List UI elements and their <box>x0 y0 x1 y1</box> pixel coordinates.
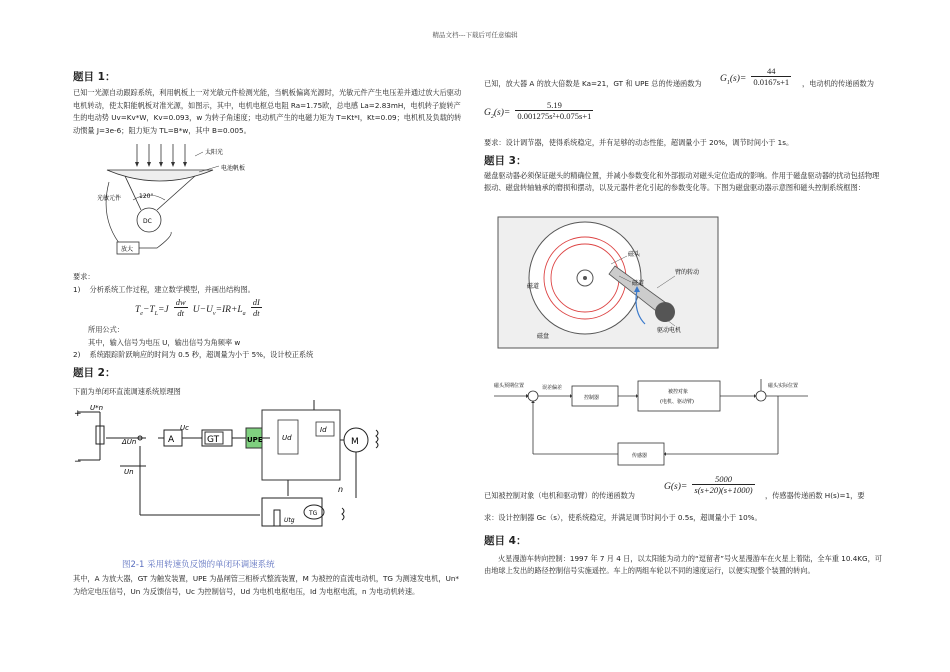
q2-req: 要求：设计调节器，使得系统稳定，并有足够的动态性能，超调量小于 20%，调节时间小于 1s。 <box>484 138 794 147</box>
q2-cont2: ，电动机的传递函数为 <box>802 79 874 88</box>
g2-numerator: 5.19 <box>515 100 593 111</box>
q1-title: 题目 1： <box>73 71 116 83</box>
q3-tf-text2: ，传感器传递函数 H(s)=1，要 <box>765 491 865 500</box>
g2-transfer-function: $G_2(s)=$ $\frac{5.19}{\text{0.001275s²+0.075s+1}}$ <box>484 100 592 121</box>
q3-tf-text: 已知被控制对象（电机和驱动臂）的传递函数为 <box>484 491 635 500</box>
svg-text:Uc: Uc <box>180 424 189 432</box>
motor-block-label: M <box>351 437 359 447</box>
sun-label: 太阳光 <box>205 149 224 156</box>
plant-sub-label: (电机、驱动臂) <box>660 399 694 405</box>
page-header: 精品文档---下载后可任意编辑 <box>432 31 518 39</box>
tg-block-label: TG <box>309 510 318 517</box>
gt-block-label: GT <box>207 435 220 445</box>
svg-text:n: n <box>338 485 344 494</box>
sensor-label: 光敏元件 <box>97 195 122 202</box>
q1-req2: 系统跟踪阶跃响应的时间为 0.5 秒，超调量为小于 5%，设计校正系统 <box>89 350 314 359</box>
plant-numerator: 5000 <box>692 474 754 485</box>
svg-text:磁道: 磁道 <box>527 283 540 290</box>
g1-denominator: 0.0167s+1 <box>753 77 790 87</box>
q3-title: 题目 3： <box>484 154 527 167</box>
solar-tracking-figure <box>95 140 285 260</box>
upe-block-label: UPE <box>247 436 263 444</box>
svg-text:Utg: Utg <box>284 517 295 524</box>
q1-req1: 分析系统工作过程，建立数学模型，并画出结构图。 <box>89 284 255 294</box>
svg-text:+: + <box>74 409 82 419</box>
speed-control-circuit <box>70 400 400 558</box>
amp-label: 放大 <box>121 246 134 253</box>
q1-body: 已知一光源自动跟踪系统，利用帆板上一对光敏元件检测光能，当帆板偏离光源时，光敏元件产生电压差并通过放大后驱动电机转动，使太阳能帆板对准光源，如图示，其中，电机电枢总电阻 Ra=1.75欧，总电感 La=2.83mH，电机转子旋转产生的电动势 Uv=Kv*W，Kv=0.093，w 为转子角速度；电动机产生的电磁力矩为 T=Kt*I，Kt=0.09；电机机及负载的转动惯量 J=3e-6；阻力矩为 TL=B*w，其中 B=0.005。 <box>73 88 462 135</box>
q2-cont1: 已知，放大器 A 的放大倍数是 Ka=21，GT 和 UPE 总的传递函数为 <box>484 79 702 88</box>
drive-motor-label: 驱动电机 <box>657 327 682 334</box>
svg-text:Id: Id <box>320 426 327 434</box>
q3-body: 磁盘驱动器必须保证磁头的精确位置，并减小参数变化和外部振动对磁头定位造成的影响。作用于磁盘驱动器的扰动包括物理振动、磁盘转轴轴承的磨损和摆动，以及元器件老化引起的参数变化等。下图为磁盘驱动器示意图和磁头控制系统框图： <box>484 170 880 192</box>
q4-title: 题目 4： <box>484 534 527 547</box>
head-label: 磁头 <box>628 251 641 258</box>
q1-formula: $T_e-T_L=J$ $\frac{dw}{dt}$ $U-U_v=IR+L_a$ $\frac{dI}{dt}$ <box>135 297 260 318</box>
g2-denominator: 0.001275s²+0.075s+1 <box>517 111 592 121</box>
q4-body: 火星漫游车转向控制：1997 年 7 月 4 日，以太阳能为动力的“逗留者”号火星漫游车在火星上着陆，全车重 10.4KG，可由地球上发出的路径控制信号实施遥控。车上的两组车轮以不同的速度运行，以便实现整个装置的转向。 <box>484 553 882 575</box>
panel-label: 电池帆板 <box>221 165 246 172</box>
q1-req2-num: 2) <box>73 350 81 359</box>
plant-transfer-function: G(s)= $\frac{5000}{s(s+20)(s+1000)}$ <box>664 474 753 495</box>
q1-req-title: 要求： <box>73 272 95 281</box>
output-label: 磁头实际位置 <box>768 383 799 389</box>
q1-io-note: 其中，输入信号为电压 U，输出信号为角频率 w <box>88 337 241 347</box>
track-label: 磁道 <box>632 280 645 287</box>
svg-text:−: − <box>74 457 82 467</box>
q2-intro: 下面为单闭环直流调速系统原理图 <box>73 387 181 396</box>
plant-denominator: s(s+20)(s+1000) <box>694 485 753 495</box>
motor-label: DC <box>143 218 152 225</box>
disk-drive-figure <box>497 216 719 349</box>
g1-transfer-function: $G_1(s)=$ $\frac{44}{0.0167s+1}$ <box>720 66 790 87</box>
head-control-block-diagram <box>492 373 812 473</box>
q2-desc: 其中，A 为放大器，GT 为触发装置，UPE 为晶闸管三相桥式整流装置，M 为被控的直流电动机，TG 为测速发电机，Un* 为给定电压信号，Un 为反馈信号，Uc 为控制信号，Ud 为电机电枢电压，Id 为电枢电流，n 为电动机转速。 <box>73 574 460 596</box>
svg-text:ΔUn: ΔUn <box>122 438 137 446</box>
disk-label: 磁盘 <box>537 333 550 340</box>
q3-req: 求：设计控制器 Gc（s），使系统稳定，并满足调节时间小于 0.5s，超调量小于 10%。 <box>484 513 762 522</box>
q2-title: 题目 2： <box>73 367 116 379</box>
error-label: 误差偏差 <box>542 385 563 391</box>
plant-label: 被控对象 <box>668 389 689 395</box>
angle-label: 120° <box>139 193 154 200</box>
g1-numerator: 44 <box>751 66 791 77</box>
sensor-label-block: 传感器 <box>632 453 648 459</box>
q2-figure-caption: 图2-1 采用转速负反馈的单闭环调速系统 <box>122 560 275 570</box>
input-label: 磁头预期位置 <box>494 383 525 389</box>
controller-label: 控制器 <box>584 395 600 401</box>
arm-rotation-label: 臂的转动 <box>675 269 700 276</box>
svg-text:Ud: Ud <box>282 434 292 442</box>
svg-text:Un: Un <box>124 468 134 476</box>
q1-formula-note: 所用公式： <box>88 325 124 334</box>
amp-block-label: A <box>168 435 175 445</box>
svg-text:U*n: U*n <box>90 404 104 412</box>
q1-req1-num: 1) <box>73 284 81 294</box>
